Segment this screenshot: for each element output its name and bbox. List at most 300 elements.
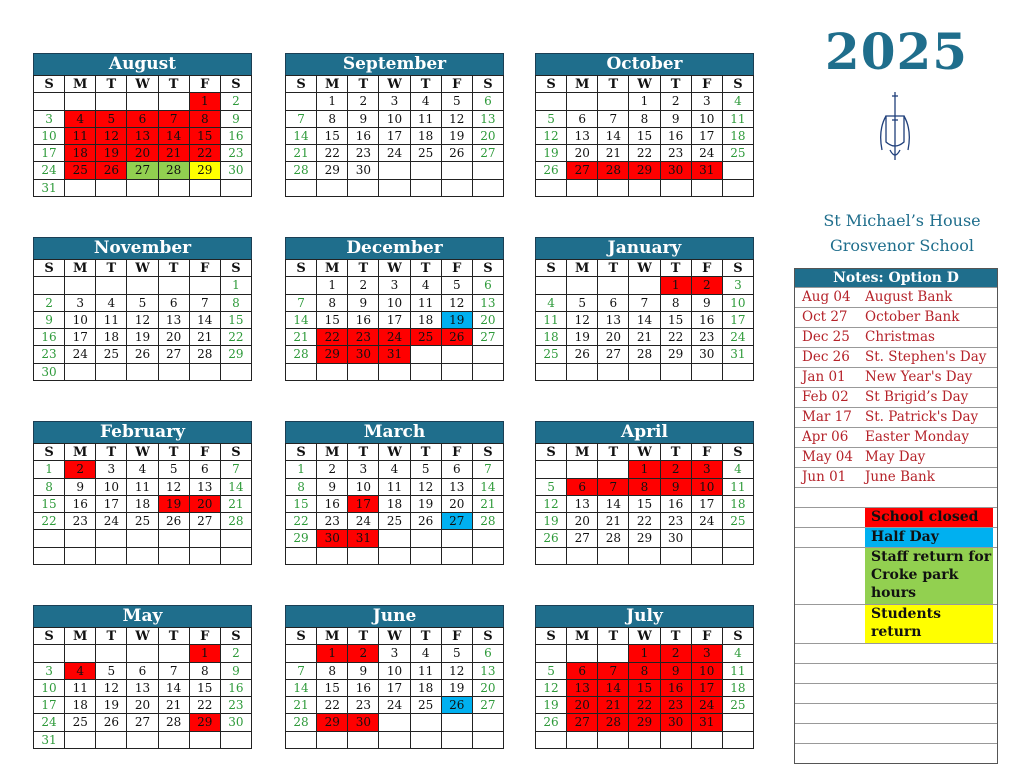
empty-cell <box>692 530 723 547</box>
day-cell: 27 <box>567 530 598 547</box>
day-cell: 21 <box>159 145 190 162</box>
day-cell: 20 <box>127 145 158 162</box>
month-title: September <box>285 53 504 75</box>
weekday-header: M <box>65 628 96 645</box>
day-cell: 19 <box>96 145 127 162</box>
day-cell: 24 <box>692 145 723 162</box>
day-cell: 11 <box>536 312 567 329</box>
day-cell: 24 <box>692 697 723 714</box>
empty-cell <box>473 346 504 363</box>
day-cell: 1 <box>629 645 660 662</box>
empty-cell <box>411 346 442 363</box>
day-cell: 19 <box>536 513 567 530</box>
day-cell: 25 <box>65 714 96 731</box>
day-cell: 29 <box>629 162 660 179</box>
day-cell: 15 <box>286 496 317 513</box>
note-name: August Bank <box>865 289 953 305</box>
day-cell: 3 <box>379 93 410 110</box>
day-cell: 4 <box>723 461 754 478</box>
day-cell: 11 <box>96 312 127 329</box>
day-cell: 25 <box>65 162 96 179</box>
weekday-header: S <box>536 260 567 277</box>
empty-cell <box>473 364 504 381</box>
empty-cell <box>221 530 252 547</box>
note-date: Oct 27 <box>802 309 848 325</box>
day-cell: 11 <box>723 111 754 128</box>
day-cell: 18 <box>379 496 410 513</box>
empty-cell <box>221 364 252 381</box>
weekday-header: S <box>723 444 754 461</box>
empty-cell <box>411 162 442 179</box>
day-cell: 1 <box>317 93 348 110</box>
empty-cell <box>127 645 158 662</box>
day-cell: 24 <box>65 346 96 363</box>
day-cell: 14 <box>159 128 190 145</box>
day-cell: 16 <box>661 680 692 697</box>
empty-cell <box>567 364 598 381</box>
day-cell: 23 <box>221 145 252 162</box>
weekday-header: S <box>473 444 504 461</box>
weekday-header: F <box>442 628 473 645</box>
month-march <box>285 421 504 565</box>
month-grid <box>285 443 504 565</box>
day-cell: 8 <box>629 663 660 680</box>
weekday-header: T <box>661 260 692 277</box>
day-cell: 23 <box>661 145 692 162</box>
empty-cell <box>411 530 442 547</box>
empty-cell <box>65 277 96 294</box>
day-cell: 9 <box>661 111 692 128</box>
day-cell: 29 <box>190 162 221 179</box>
day-cell: 8 <box>190 663 221 680</box>
day-cell: 4 <box>127 461 158 478</box>
day-cell: 15 <box>221 312 252 329</box>
day-cell: 3 <box>692 645 723 662</box>
legend-school-closed: School closed <box>865 508 993 527</box>
day-cell: 17 <box>379 312 410 329</box>
empty-cell <box>159 645 190 662</box>
day-cell: 8 <box>317 111 348 128</box>
note-name: St Brigid’s Day <box>865 389 969 405</box>
empty-cell <box>442 714 473 731</box>
day-cell: 13 <box>567 128 598 145</box>
weekday-header: M <box>567 444 598 461</box>
day-cell: 12 <box>442 111 473 128</box>
month-title: July <box>535 605 754 627</box>
weekday-header: F <box>190 628 221 645</box>
weekday-header: T <box>598 76 629 93</box>
day-cell: 29 <box>317 714 348 731</box>
empty-cell <box>348 180 379 197</box>
empty-cell <box>379 732 410 749</box>
day-cell: 16 <box>317 496 348 513</box>
notes-empty-row <box>795 703 997 723</box>
weekday-header: M <box>317 628 348 645</box>
day-cell: 18 <box>65 145 96 162</box>
note-row <box>795 467 997 487</box>
empty-cell <box>159 364 190 381</box>
day-cell: 17 <box>34 697 65 714</box>
day-cell: 16 <box>661 496 692 513</box>
day-cell: 19 <box>442 128 473 145</box>
empty-cell <box>442 548 473 565</box>
day-cell: 1 <box>317 277 348 294</box>
day-cell: 20 <box>598 329 629 346</box>
weekday-header: F <box>692 260 723 277</box>
day-cell: 9 <box>65 479 96 496</box>
note-name: June Bank <box>865 469 935 485</box>
day-cell: 10 <box>379 111 410 128</box>
day-cell: 9 <box>221 663 252 680</box>
day-cell: 4 <box>536 295 567 312</box>
day-cell: 13 <box>473 663 504 680</box>
weekday-header: S <box>34 628 65 645</box>
empty-cell <box>96 180 127 197</box>
day-cell: 10 <box>65 312 96 329</box>
day-cell: 5 <box>96 111 127 128</box>
month-november <box>33 237 252 381</box>
weekday-header: T <box>348 444 379 461</box>
month-grid <box>285 627 504 749</box>
school-logo-icon <box>872 90 918 170</box>
empty-cell <box>190 180 221 197</box>
day-cell: 13 <box>598 312 629 329</box>
day-cell: 14 <box>598 128 629 145</box>
day-cell: 8 <box>317 295 348 312</box>
day-cell: 25 <box>379 513 410 530</box>
day-cell: 5 <box>536 479 567 496</box>
day-cell: 7 <box>190 295 221 312</box>
empty-cell <box>692 180 723 197</box>
day-cell: 2 <box>221 93 252 110</box>
day-cell: 14 <box>286 128 317 145</box>
day-cell: 5 <box>536 663 567 680</box>
empty-cell <box>598 548 629 565</box>
legend-students-return: Students return <box>865 605 993 643</box>
empty-cell <box>567 277 598 294</box>
empty-cell <box>473 548 504 565</box>
day-cell: 29 <box>629 714 660 731</box>
day-cell: 21 <box>190 329 221 346</box>
day-cell: 15 <box>629 680 660 697</box>
legend-row <box>795 547 997 604</box>
month-october <box>535 53 754 197</box>
empty-cell <box>190 732 221 749</box>
weekday-header: W <box>629 260 660 277</box>
day-cell: 25 <box>723 145 754 162</box>
month-may <box>33 605 252 749</box>
weekday-header: M <box>65 76 96 93</box>
empty-cell <box>286 645 317 662</box>
notes-title: Notes: Option D <box>795 269 997 287</box>
day-cell: 3 <box>96 461 127 478</box>
day-cell: 28 <box>221 513 252 530</box>
weekday-header: T <box>598 628 629 645</box>
day-cell: 26 <box>567 346 598 363</box>
month-august <box>33 53 252 197</box>
empty-cell <box>567 461 598 478</box>
day-cell: 23 <box>348 697 379 714</box>
day-cell: 22 <box>629 697 660 714</box>
empty-cell <box>34 548 65 565</box>
day-cell: 25 <box>96 346 127 363</box>
day-cell: 25 <box>411 145 442 162</box>
day-cell: 19 <box>536 145 567 162</box>
day-cell: 23 <box>65 513 96 530</box>
day-cell: 6 <box>190 461 221 478</box>
day-cell: 10 <box>34 680 65 697</box>
day-cell: 23 <box>661 697 692 714</box>
day-cell: 30 <box>221 714 252 731</box>
day-cell: 24 <box>34 162 65 179</box>
day-cell: 18 <box>411 312 442 329</box>
empty-cell <box>629 364 660 381</box>
day-cell: 10 <box>348 479 379 496</box>
empty-cell <box>317 732 348 749</box>
empty-cell <box>221 180 252 197</box>
day-cell: 12 <box>536 496 567 513</box>
day-cell: 22 <box>190 145 221 162</box>
empty-cell <box>536 277 567 294</box>
day-cell: 7 <box>598 111 629 128</box>
day-cell: 12 <box>442 295 473 312</box>
day-cell: 4 <box>65 663 96 680</box>
day-cell: 9 <box>348 111 379 128</box>
day-cell: 14 <box>473 479 504 496</box>
day-cell: 15 <box>317 312 348 329</box>
day-cell: 6 <box>127 663 158 680</box>
day-cell: 4 <box>411 93 442 110</box>
day-cell: 4 <box>723 645 754 662</box>
day-cell: 27 <box>473 145 504 162</box>
day-cell: 30 <box>692 346 723 363</box>
month-grid <box>33 75 252 197</box>
day-cell: 12 <box>567 312 598 329</box>
day-cell: 30 <box>661 714 692 731</box>
weekday-header: S <box>286 260 317 277</box>
weekday-header: F <box>442 260 473 277</box>
day-cell: 10 <box>723 295 754 312</box>
day-cell: 3 <box>379 645 410 662</box>
empty-cell <box>34 93 65 110</box>
day-cell: 28 <box>598 714 629 731</box>
day-cell: 9 <box>348 663 379 680</box>
day-cell: 14 <box>286 312 317 329</box>
day-cell: 1 <box>221 277 252 294</box>
day-cell: 21 <box>598 145 629 162</box>
empty-cell <box>536 180 567 197</box>
note-date: Jan 01 <box>802 369 846 385</box>
empty-cell <box>692 364 723 381</box>
day-cell: 5 <box>442 277 473 294</box>
day-cell: 22 <box>286 513 317 530</box>
empty-cell <box>723 732 754 749</box>
empty-cell <box>96 277 127 294</box>
notes-empty-row <box>795 683 997 703</box>
empty-cell <box>65 732 96 749</box>
day-cell: 11 <box>411 295 442 312</box>
weekday-header: T <box>411 76 442 93</box>
day-cell: 22 <box>629 145 660 162</box>
day-cell: 11 <box>65 128 96 145</box>
day-cell: 15 <box>629 128 660 145</box>
day-cell: 8 <box>317 663 348 680</box>
day-cell: 24 <box>379 145 410 162</box>
weekday-header: S <box>34 76 65 93</box>
note-date: Jun 01 <box>802 469 847 485</box>
day-cell: 4 <box>379 461 410 478</box>
day-cell: 22 <box>317 697 348 714</box>
empty-cell <box>661 364 692 381</box>
empty-cell <box>127 277 158 294</box>
day-cell: 29 <box>286 530 317 547</box>
year-title: 2025 <box>824 22 969 81</box>
day-cell: 20 <box>127 697 158 714</box>
weekday-header: T <box>159 260 190 277</box>
day-cell: 19 <box>127 329 158 346</box>
empty-cell <box>442 364 473 381</box>
day-cell: 1 <box>661 277 692 294</box>
empty-cell <box>567 180 598 197</box>
day-cell: 18 <box>536 329 567 346</box>
legend-row <box>795 527 997 547</box>
day-cell: 28 <box>286 346 317 363</box>
day-cell: 26 <box>96 162 127 179</box>
month-title: April <box>535 421 754 443</box>
weekday-header: T <box>411 444 442 461</box>
weekday-header: W <box>629 628 660 645</box>
empty-cell <box>629 277 660 294</box>
day-cell: 30 <box>221 162 252 179</box>
day-cell: 6 <box>442 461 473 478</box>
weekday-header: T <box>96 260 127 277</box>
empty-cell <box>379 530 410 547</box>
weekday-header: S <box>473 76 504 93</box>
empty-cell <box>598 461 629 478</box>
weekday-header: W <box>127 76 158 93</box>
weekday-header: M <box>65 444 96 461</box>
day-cell: 12 <box>411 479 442 496</box>
empty-cell <box>379 180 410 197</box>
day-cell: 3 <box>723 277 754 294</box>
day-cell: 1 <box>190 93 221 110</box>
day-cell: 27 <box>473 697 504 714</box>
day-cell: 4 <box>411 277 442 294</box>
day-cell: 10 <box>96 479 127 496</box>
day-cell: 6 <box>473 645 504 662</box>
month-grid <box>285 75 504 197</box>
day-cell: 23 <box>348 145 379 162</box>
empty-cell <box>411 732 442 749</box>
month-title: March <box>285 421 504 443</box>
day-cell: 2 <box>348 93 379 110</box>
legend-staff-return: Staff return for Croke park hours <box>865 548 993 604</box>
empty-cell <box>96 548 127 565</box>
weekday-header: S <box>473 628 504 645</box>
day-cell: 17 <box>348 496 379 513</box>
day-cell: 12 <box>536 128 567 145</box>
weekday-header: F <box>692 628 723 645</box>
note-row <box>795 347 997 367</box>
day-cell: 21 <box>286 329 317 346</box>
weekday-header: F <box>442 444 473 461</box>
empty-cell <box>442 530 473 547</box>
weekday-header: W <box>629 76 660 93</box>
day-cell: 2 <box>348 645 379 662</box>
day-cell: 7 <box>286 663 317 680</box>
day-cell: 2 <box>692 277 723 294</box>
empty-cell <box>567 732 598 749</box>
weekday-header: T <box>411 628 442 645</box>
weekday-header: S <box>221 76 252 93</box>
empty-cell <box>286 732 317 749</box>
day-cell: 23 <box>661 513 692 530</box>
day-cell: 5 <box>127 295 158 312</box>
note-row <box>795 327 997 347</box>
weekday-header: M <box>567 628 598 645</box>
day-cell: 12 <box>127 312 158 329</box>
empty-cell <box>317 548 348 565</box>
empty-cell <box>473 162 504 179</box>
empty-cell <box>442 162 473 179</box>
empty-cell <box>96 732 127 749</box>
empty-cell <box>65 548 96 565</box>
day-cell: 8 <box>629 111 660 128</box>
day-cell: 24 <box>379 329 410 346</box>
day-cell: 23 <box>317 513 348 530</box>
empty-cell <box>348 548 379 565</box>
empty-cell <box>34 530 65 547</box>
day-cell: 26 <box>536 714 567 731</box>
weekday-header: F <box>442 76 473 93</box>
empty-cell <box>221 732 252 749</box>
day-cell: 26 <box>96 714 127 731</box>
empty-cell <box>473 530 504 547</box>
weekday-header: T <box>159 444 190 461</box>
day-cell: 26 <box>536 530 567 547</box>
weekday-header: T <box>598 260 629 277</box>
day-cell: 18 <box>411 128 442 145</box>
month-grid <box>285 259 504 381</box>
empty-cell <box>159 277 190 294</box>
note-name: Easter Monday <box>865 429 969 445</box>
day-cell: 30 <box>348 162 379 179</box>
month-june <box>285 605 504 749</box>
school-name-line2: Grosvenor School <box>829 236 975 255</box>
day-cell: 13 <box>473 111 504 128</box>
day-cell: 2 <box>317 461 348 478</box>
day-cell: 19 <box>159 496 190 513</box>
day-cell: 3 <box>65 295 96 312</box>
day-cell: 21 <box>286 697 317 714</box>
day-cell: 14 <box>190 312 221 329</box>
day-cell: 31 <box>723 346 754 363</box>
note-date: Dec 25 <box>802 329 850 345</box>
day-cell: 13 <box>159 312 190 329</box>
notes-empty-row <box>795 643 997 663</box>
day-cell: 25 <box>411 329 442 346</box>
day-cell: 25 <box>536 346 567 363</box>
empty-cell <box>442 732 473 749</box>
month-grid <box>33 443 252 565</box>
day-cell: 8 <box>34 479 65 496</box>
day-cell: 17 <box>96 496 127 513</box>
day-cell: 4 <box>723 93 754 110</box>
day-cell: 30 <box>317 530 348 547</box>
day-cell: 27 <box>598 346 629 363</box>
empty-cell <box>159 180 190 197</box>
empty-cell <box>536 461 567 478</box>
